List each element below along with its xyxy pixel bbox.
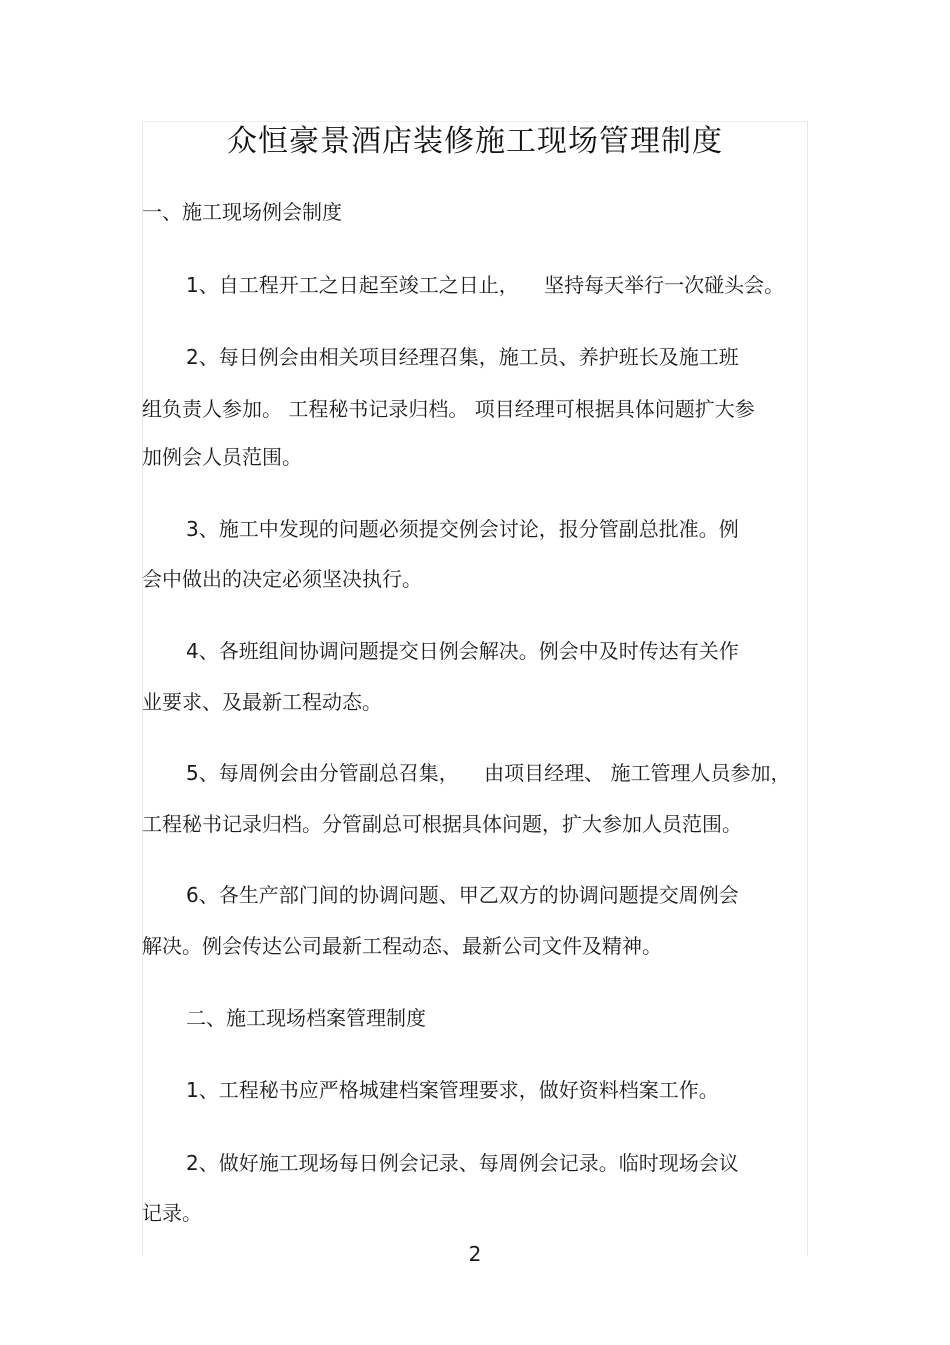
paragraph-line: 4、各班组间协调问题提交日例会解决。例会中及时传达有关作 — [186, 639, 739, 663]
paragraph-line: 会中做出的决定必须坚决执行。 — [142, 567, 422, 591]
paragraph-line: 3、施工中发现的问题必须提交例会讨论，报分管副总批准。例 — [186, 517, 739, 541]
paragraph-line: 6、各生产部门间的协调问题、甲乙双方的协调问题提交周例会 — [186, 883, 739, 907]
paragraph-line: 1、自工程开工之日起至竣工之日止， 坚持每天举行一次碰头会。 — [186, 273, 785, 297]
paragraph-line: 1、工程秘书应严格城建档案管理要求，做好资料档案工作。 — [186, 1078, 719, 1102]
page-number: 2 — [468, 1242, 482, 1266]
paragraph-line: 业要求、及最新工程动态。 — [142, 690, 382, 714]
paragraph-line: 工程秘书记录归档。分管副总可根据具体问题，扩大参加人员范围。 — [142, 812, 742, 836]
paragraph-line: 组负责人参加。 工程秘书记录归档。 项目经理可根据具体问题扩大参 — [142, 397, 755, 421]
section-heading-2: 二、施工现场档案管理制度 — [186, 1006, 426, 1030]
paragraph-line: 2、每日例会由相关项目经理召集，施工员、养护班长及施工班 — [186, 345, 739, 369]
paragraph-line: 5、每周例会由分管副总召集， 由项目经理、 施工管理人员参加， — [186, 761, 791, 785]
paragraph-line: 解决。例会传达公司最新工程动态、最新公司文件及精神。 — [142, 934, 662, 958]
document-title: 众恒豪景酒店装修施工现场管理制度 — [227, 124, 723, 159]
paragraph-line: 记录。 — [142, 1201, 202, 1225]
paragraph-line: 2、做好施工现场每日例会记录、每周例会记录。临时现场会议 — [186, 1151, 739, 1175]
section-heading-1: 一、施工现场例会制度 — [142, 200, 342, 224]
paragraph-line: 加例会人员范围。 — [142, 445, 302, 469]
